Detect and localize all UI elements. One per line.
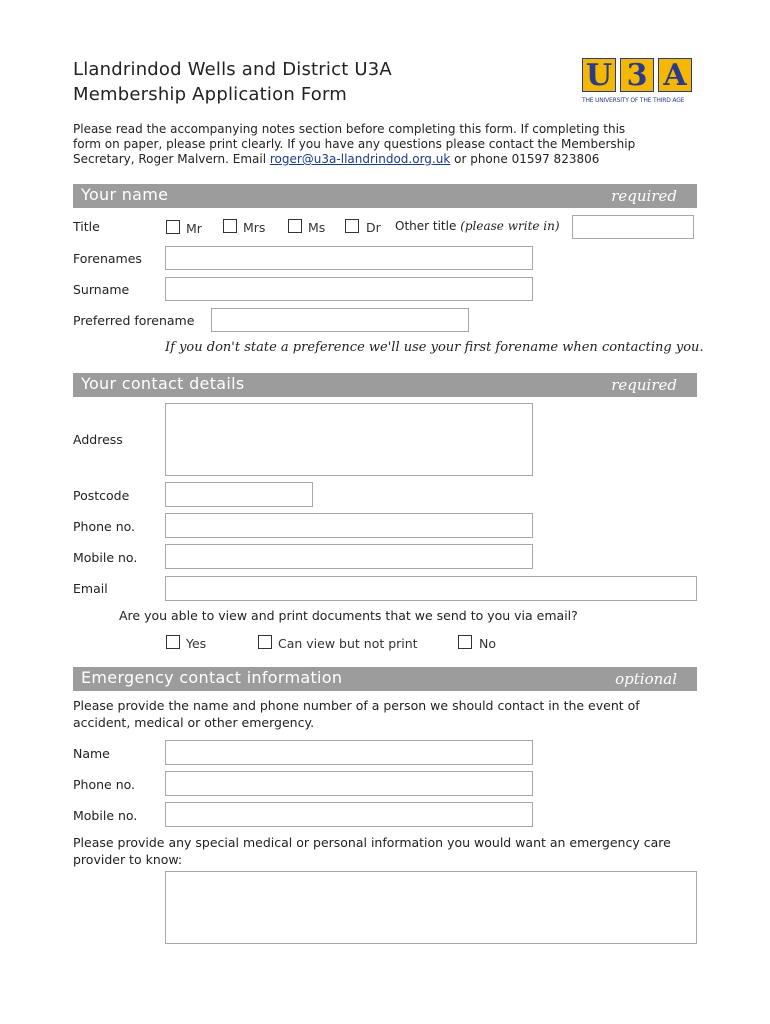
section-title-emergency: Emergency contact information xyxy=(81,668,343,687)
emergency-phone-input[interactable] xyxy=(165,771,533,796)
section-bar-emergency xyxy=(73,667,697,691)
section-title-contact: Your contact details xyxy=(81,374,245,393)
section-title-your-name: Your name xyxy=(81,185,169,204)
title-ms-label: Ms xyxy=(308,220,326,235)
mobile-label: Mobile no. xyxy=(73,550,138,565)
logo-letter-3: 3 xyxy=(620,58,654,92)
email-view-only-label: Can view but not print xyxy=(278,636,418,651)
phone-label: Phone no. xyxy=(73,519,136,534)
postcode-label: Postcode xyxy=(73,488,130,503)
u3a-logo xyxy=(582,58,694,106)
logo-tagline: THE UNIVERSITY OF THE THIRD AGE xyxy=(582,97,685,104)
postcode-input[interactable] xyxy=(165,482,313,507)
section-bar-contact xyxy=(73,373,697,397)
title-dr-checkbox[interactable] xyxy=(345,219,359,233)
section-bar-your-name xyxy=(73,184,697,208)
other-title-input[interactable] xyxy=(572,215,694,239)
emergency-name-input[interactable] xyxy=(165,740,533,765)
phone-input[interactable] xyxy=(165,513,533,538)
title-mr-checkbox[interactable] xyxy=(166,220,180,234)
intro-line-1: Please read the accompanying notes section before completing this form. If completing this xyxy=(73,122,626,136)
emergency-intro-line-1: Please provide the name and phone number of a person we should contact in the event of xyxy=(73,698,640,713)
title-label: Title xyxy=(73,219,100,234)
section-requirement-emergency: optional xyxy=(615,670,677,688)
preferred-forename-label: Preferred forename xyxy=(73,313,195,328)
logo-letter-u: U xyxy=(582,58,616,92)
emergency-name-label: Name xyxy=(73,746,110,761)
title-dr-label: Dr xyxy=(366,220,381,235)
email-no-checkbox[interactable] xyxy=(458,635,472,649)
emergency-intro xyxy=(73,697,640,731)
address-label: Address xyxy=(73,432,123,447)
emergency-intro-line-2: accident, medical or other emergency. xyxy=(73,715,315,730)
address-textarea[interactable] xyxy=(165,403,533,476)
surname-input[interactable] xyxy=(165,277,533,301)
emergency-mobile-label: Mobile no. xyxy=(73,808,138,823)
emergency-phone-label: Phone no. xyxy=(73,777,136,792)
logo-letter-a: A xyxy=(658,58,692,92)
preferred-forename-input[interactable] xyxy=(211,308,469,332)
forenames-label: Forenames xyxy=(73,251,142,266)
title-mrs-label: Mrs xyxy=(243,220,266,235)
preferred-forename-note: If you don't state a preference we'll use your first forename when contacting you. xyxy=(165,340,704,355)
form-title-line2: Membership Application Form xyxy=(73,84,348,105)
title-mr-label: Mr xyxy=(186,221,202,236)
other-title-hint: (please write in) xyxy=(460,219,560,233)
other-title-text: Other title xyxy=(395,219,457,233)
email-label: Email xyxy=(73,581,108,596)
medical-info-line-1: Please provide any special medical or personal information you would want an emergency care xyxy=(73,835,671,850)
intro-line-3-post: or phone 01597 823806 xyxy=(450,152,600,166)
email-yes-label: Yes xyxy=(186,636,207,651)
intro-paragraph xyxy=(73,122,635,167)
email-question: Are you able to view and print documents that we send to you via email? xyxy=(119,608,578,623)
title-ms-checkbox[interactable] xyxy=(288,219,302,233)
medical-info-line-2: provider to know: xyxy=(73,852,183,867)
email-view-only-checkbox[interactable] xyxy=(258,635,272,649)
intro-line-3-pre: Secretary, Roger Malvern. Email xyxy=(73,152,270,166)
forenames-input[interactable] xyxy=(165,246,533,270)
other-title-label xyxy=(395,219,560,233)
section-requirement-contact: required xyxy=(611,376,677,394)
intro-line-2: form on paper, please print clearly. If you have any questions please contact the Membership xyxy=(73,137,636,151)
medical-info-textarea[interactable] xyxy=(165,871,697,944)
email-yes-checkbox[interactable] xyxy=(166,635,180,649)
email-no-label: No xyxy=(479,636,496,651)
membership-email-link[interactable]: roger@u3a-llandrindod.org.uk xyxy=(269,152,451,166)
form-title-line1: Llandrindod Wells and District U3A xyxy=(73,59,392,80)
medical-info-prompt xyxy=(73,834,671,868)
section-requirement-your-name: required xyxy=(611,187,677,205)
surname-label: Surname xyxy=(73,282,130,297)
email-input[interactable] xyxy=(165,576,697,601)
intro-line-3 xyxy=(73,152,635,167)
title-mrs-checkbox[interactable] xyxy=(223,219,237,233)
emergency-mobile-input[interactable] xyxy=(165,802,533,827)
mobile-input[interactable] xyxy=(165,544,533,569)
